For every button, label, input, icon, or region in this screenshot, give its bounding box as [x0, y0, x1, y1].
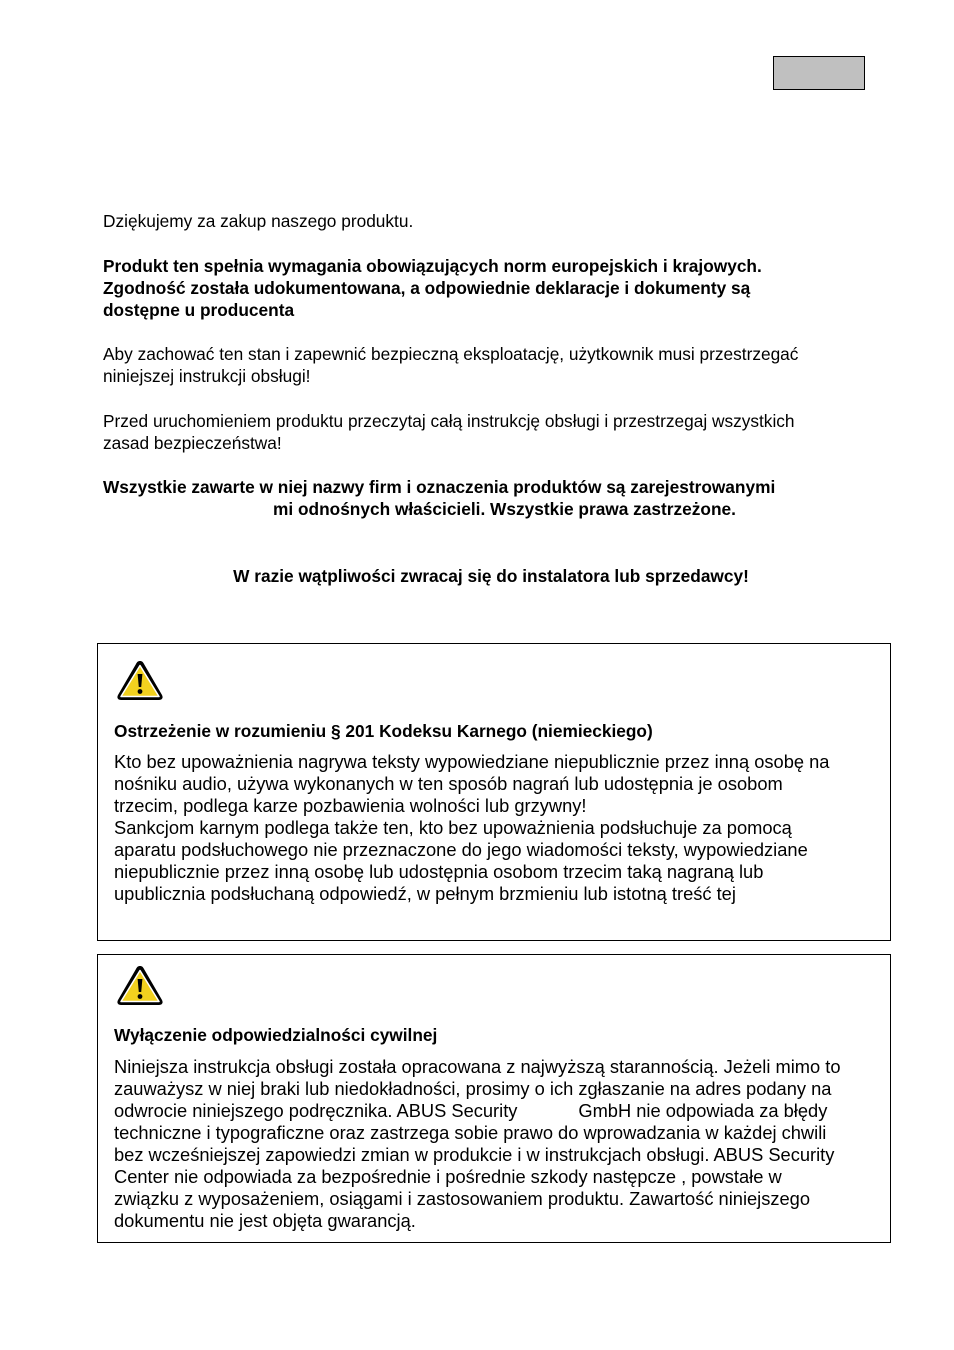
liability-line: Niniejsza instrukcja obsługi została opracowana z najwyższą starannością. Jeżeli mimo to	[114, 1056, 841, 1077]
conformity-line: Produkt ten spełnia wymagania obowiązujących norm europejskich i krajowych.	[103, 256, 762, 276]
criminal-code-warning-box	[97, 643, 891, 941]
conformity-line: Zgodność została udokumentowana, a odpowiednie deklaracje i dokumenty są	[103, 278, 751, 298]
liability-title: Wyłączenie odpowiedzialności cywilnej	[114, 1025, 438, 1045]
read-line: Przed uruchomieniem produktu przeczytaj całą instrukcję obsługi i przestrzegaj wszystkich	[103, 411, 795, 431]
liability-line: związku z wyposażeniem, osiągami i zastosowaniem produktu. Zawartość niniejszego	[114, 1188, 811, 1209]
liability-line: dokumentu nie jest objęta gwarancją.	[114, 1210, 416, 1231]
read-manual-text	[103, 410, 893, 454]
conformity-line: dostępne u producenta	[103, 300, 295, 320]
warning-line: nośniku audio, używa wykonanych w ten sposób nagrań lub udostępnia je osobom	[114, 773, 783, 794]
liability-body	[114, 1056, 884, 1232]
liability-line: odwrocie niniejszego podręcznika. ABUS Security GmbH nie odpowiada za błędy	[114, 1100, 828, 1121]
warning-line: trzecim, podlega karze pozbawienia wolności lub grzywny!	[114, 795, 587, 816]
warning-title: Ostrzeżenie w rozumieniu § 201 Kodeksu Karnego (niemieckiego)	[114, 721, 653, 741]
trademark-line: mi odnośnych właścicieli. Wszystkie prawa zastrzeżone.	[273, 499, 736, 519]
liability-line: techniczne i typograficzne oraz zastrzega sobie prawo do wprowadzania w każdej chwili	[114, 1122, 827, 1143]
liability-line: Center nie odpowiada za bezpośrednie i pośrednie szkody następcze , powstałe w	[114, 1166, 782, 1187]
read-line: zasad bezpieczeństwa!	[103, 433, 282, 453]
liability-disclaimer-box	[97, 954, 891, 1243]
maintain-condition-text	[103, 343, 893, 387]
contact-installer-text: W razie wątpliwości zwracaj się do instalatora lub sprzedawcy!	[233, 566, 749, 586]
thanks-text: Dziękujemy za zakup naszego produktu.	[103, 211, 414, 231]
maintain-line: Aby zachować ten stan i zapewnić bezpieczną eksploatację, użytkownik musi przestrzegać	[103, 344, 799, 364]
liability-line: zauważysz w niej braki lub niedokładności, prosimy o ich zgłaszanie na adres podany na	[114, 1078, 832, 1099]
liability-line: bez wcześniejszej zapowiedzi zmian w produkcie i w instrukcjach obsługi. ABUS Security	[114, 1144, 835, 1165]
warning-body	[114, 751, 884, 905]
conformity-statement	[103, 255, 893, 321]
warning-triangle-icon	[115, 963, 165, 1007]
warning-line: niepublicznie przez inną osobę lub udostępnia osobom trzecim taką nagraną lub	[114, 861, 764, 882]
trademark-notice	[103, 476, 893, 520]
warning-line: Sankcjom karnym podlega także ten, kto bez upoważnienia podsłuchuje za pomocą	[114, 817, 792, 838]
language-tab	[773, 56, 865, 90]
warning-line: upublicznia podsłuchaną odpowiedź, w pełnym brzmieniu lub istotną treść tej	[114, 883, 736, 904]
warning-line: Kto bez upoważnienia nagrywa teksty wypowiedziane niepublicznie przez inną osobę na	[114, 751, 830, 772]
trademark-line: Wszystkie zawarte w niej nazwy firm i oznaczenia produktów są zarejestrowanymi	[103, 477, 776, 497]
maintain-line: niniejszej instrukcji obsługi!	[103, 366, 311, 386]
warning-line: aparatu podsłuchowego nie przeznaczone do jego wiadomości teksty, wypowiedziane	[114, 839, 808, 860]
warning-triangle-icon	[115, 658, 165, 702]
